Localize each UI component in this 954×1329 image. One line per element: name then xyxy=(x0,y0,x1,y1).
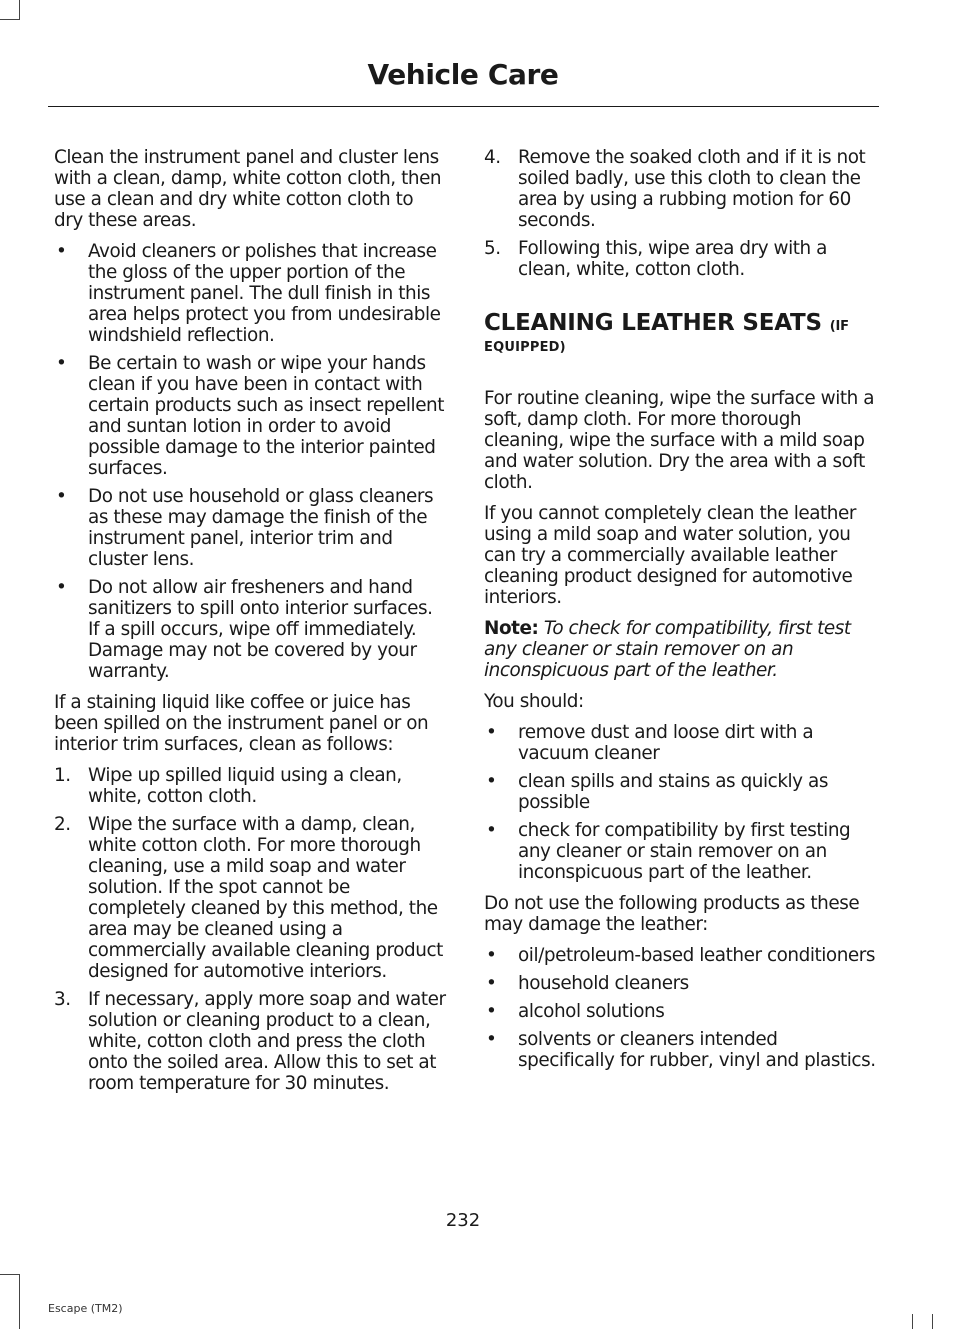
step-text: Wipe the surface with a damp, clean, white cotton cloth. For more thorough cleaning, use a mild soap and water solution. If the spot cannot be completely cleaned by this method, the area may be cleaned using a commercially available cleaning product designed for automotive interiors. xyxy=(88,814,443,982)
intro-paragraph: Clean the instrument panel and cluster lens with a clean, damp, white cotton cloth, then use a clean and dry white cotton cloth to dry these areas. xyxy=(54,147,442,231)
bullet-marker: • xyxy=(56,577,67,598)
list-item xyxy=(484,1029,876,1071)
list-item-text: oil/petroleum-based leather conditioners xyxy=(518,945,876,966)
step-number: 2. xyxy=(54,814,71,835)
cleaning-steps-list-continued xyxy=(484,147,876,280)
crop-mark-bottom-left-v xyxy=(19,1274,20,1329)
step-number: 4. xyxy=(484,147,501,168)
bullet-marker: • xyxy=(486,1029,497,1050)
step-text: Wipe up spilled liquid using a clean, white, cotton cloth. xyxy=(88,765,402,807)
page-title: Vehicle Care xyxy=(367,58,559,91)
footer-vehicle-label: Escape (TM2) xyxy=(48,1302,123,1315)
page-number: 232 xyxy=(445,1210,481,1231)
section-heading-suffix-continued: EQUIPPED) xyxy=(484,340,566,355)
list-item xyxy=(54,577,446,682)
step-text: Following this, wipe area dry with a clean, white, cotton cloth. xyxy=(518,238,827,280)
bullet-marker: • xyxy=(486,945,497,966)
step-item xyxy=(54,765,446,807)
should-bullet-list xyxy=(484,722,876,883)
section-heading-text: CLEANING LEATHER SEATS xyxy=(484,310,822,336)
list-item-text: Avoid cleaners or polishes that increase the gloss of the upper portion of the instrument panel. The dull finish in this area helps protect you from undesirable windshield reflection. xyxy=(88,241,441,346)
note-text: To check for compatibility, first test any cleaner or stain remover on an inconspicuous part of the leather. xyxy=(484,618,851,681)
step-number: 3. xyxy=(54,989,71,1010)
crop-mark-bottom-left-h xyxy=(0,1274,20,1275)
bullet-marker: • xyxy=(486,973,497,994)
bullet-marker: • xyxy=(486,820,497,841)
list-item-text: solvents or cleaners intended specifically for rubber, vinyl and plastics. xyxy=(518,1029,876,1071)
step-number: 5. xyxy=(484,238,501,259)
crop-mark-top-left-h xyxy=(0,19,20,20)
caution-bullet-list xyxy=(54,241,446,682)
bullet-marker: • xyxy=(56,353,67,374)
note-paragraph xyxy=(484,618,876,681)
right-column xyxy=(484,147,876,1081)
title-divider xyxy=(48,106,879,107)
step-item xyxy=(484,238,876,280)
routine-cleaning-paragraph: For routine cleaning, wipe the surface with a soft, damp cloth. For more thorough cleaning, wipe the surface with a mild soap and water solution. Dry the area with a soft cloth. xyxy=(484,388,875,493)
crop-mark-bottom-right-v2 xyxy=(912,1314,913,1329)
step-item xyxy=(54,814,446,982)
step-item xyxy=(484,147,876,231)
list-item xyxy=(484,973,876,994)
step-text: Remove the soaked cloth and if it is not soiled badly, use this cloth to clean the area by using a rubbing motion for 60 seconds. xyxy=(518,147,866,231)
list-item-text: check for compatibility by first testing any cleaner or stain remover on an inconspicuous part of the leather. xyxy=(518,820,851,883)
list-item xyxy=(54,353,446,479)
list-item xyxy=(54,241,446,346)
list-item xyxy=(484,1001,876,1022)
section-heading-suffix: (IF xyxy=(829,319,849,334)
bullet-marker: • xyxy=(56,486,67,507)
list-item xyxy=(484,771,876,813)
list-item-text: remove dust and loose dirt with a vacuum cleaner xyxy=(518,722,814,764)
bullet-marker: • xyxy=(486,722,497,743)
cleaning-steps-list xyxy=(54,765,446,1094)
list-item xyxy=(484,945,876,966)
do-not-use-paragraph: Do not use the following products as these may damage the leather: xyxy=(484,893,860,935)
list-item-text: Do not allow air fresheners and hand sanitizers to spill onto interior surfaces. If a spill occurs, wipe off immediately. Damage may not be covered by your warranty. xyxy=(88,577,433,682)
list-item-text: clean spills and stains as quickly as possible xyxy=(518,771,828,813)
bullet-marker: • xyxy=(486,771,497,792)
list-item-text: alcohol solutions xyxy=(518,1001,665,1022)
leather-cleaner-paragraph: If you cannot completely clean the leather using a mild soap and water solution, you can try a commercially available leather cleaning product designed for automotive interiors. xyxy=(484,503,856,608)
step-text: If necessary, apply more soap and water solution or cleaning product to a clean, white, cotton cloth and press the cloth onto the soiled area. Allow this to set at room temperature for 30 minutes. xyxy=(88,989,446,1094)
step-number: 1. xyxy=(54,765,71,786)
list-item-text: Do not use household or glass cleaners as these may damage the finish of the instrument panel, interior trim and cluster lens. xyxy=(88,486,434,570)
section-heading xyxy=(484,310,876,340)
crop-mark-bottom-right-v1 xyxy=(932,1314,933,1329)
crop-mark-top-left-v xyxy=(19,0,20,20)
bullet-marker: • xyxy=(56,241,67,262)
you-should-paragraph: You should: xyxy=(484,691,584,712)
left-column xyxy=(54,147,446,1104)
step-item xyxy=(54,989,446,1094)
list-item-text: Be certain to wash or wipe your hands clean if you have been in contact with certain products such as insect repellent and suntan lotion in order to avoid possible damage to the interior painted surfaces. xyxy=(88,353,445,479)
note-label: Note: xyxy=(484,618,539,639)
list-item-text: household cleaners xyxy=(518,973,689,994)
list-item xyxy=(54,486,446,570)
bullet-marker: • xyxy=(486,1001,497,1022)
list-item xyxy=(484,722,876,764)
staining-intro-paragraph: If a staining liquid like coffee or juice has been spilled on the instrument panel or on interior trim surfaces, clean as follows: xyxy=(54,692,429,755)
do-not-use-bullet-list xyxy=(484,945,876,1071)
list-item xyxy=(484,820,876,883)
